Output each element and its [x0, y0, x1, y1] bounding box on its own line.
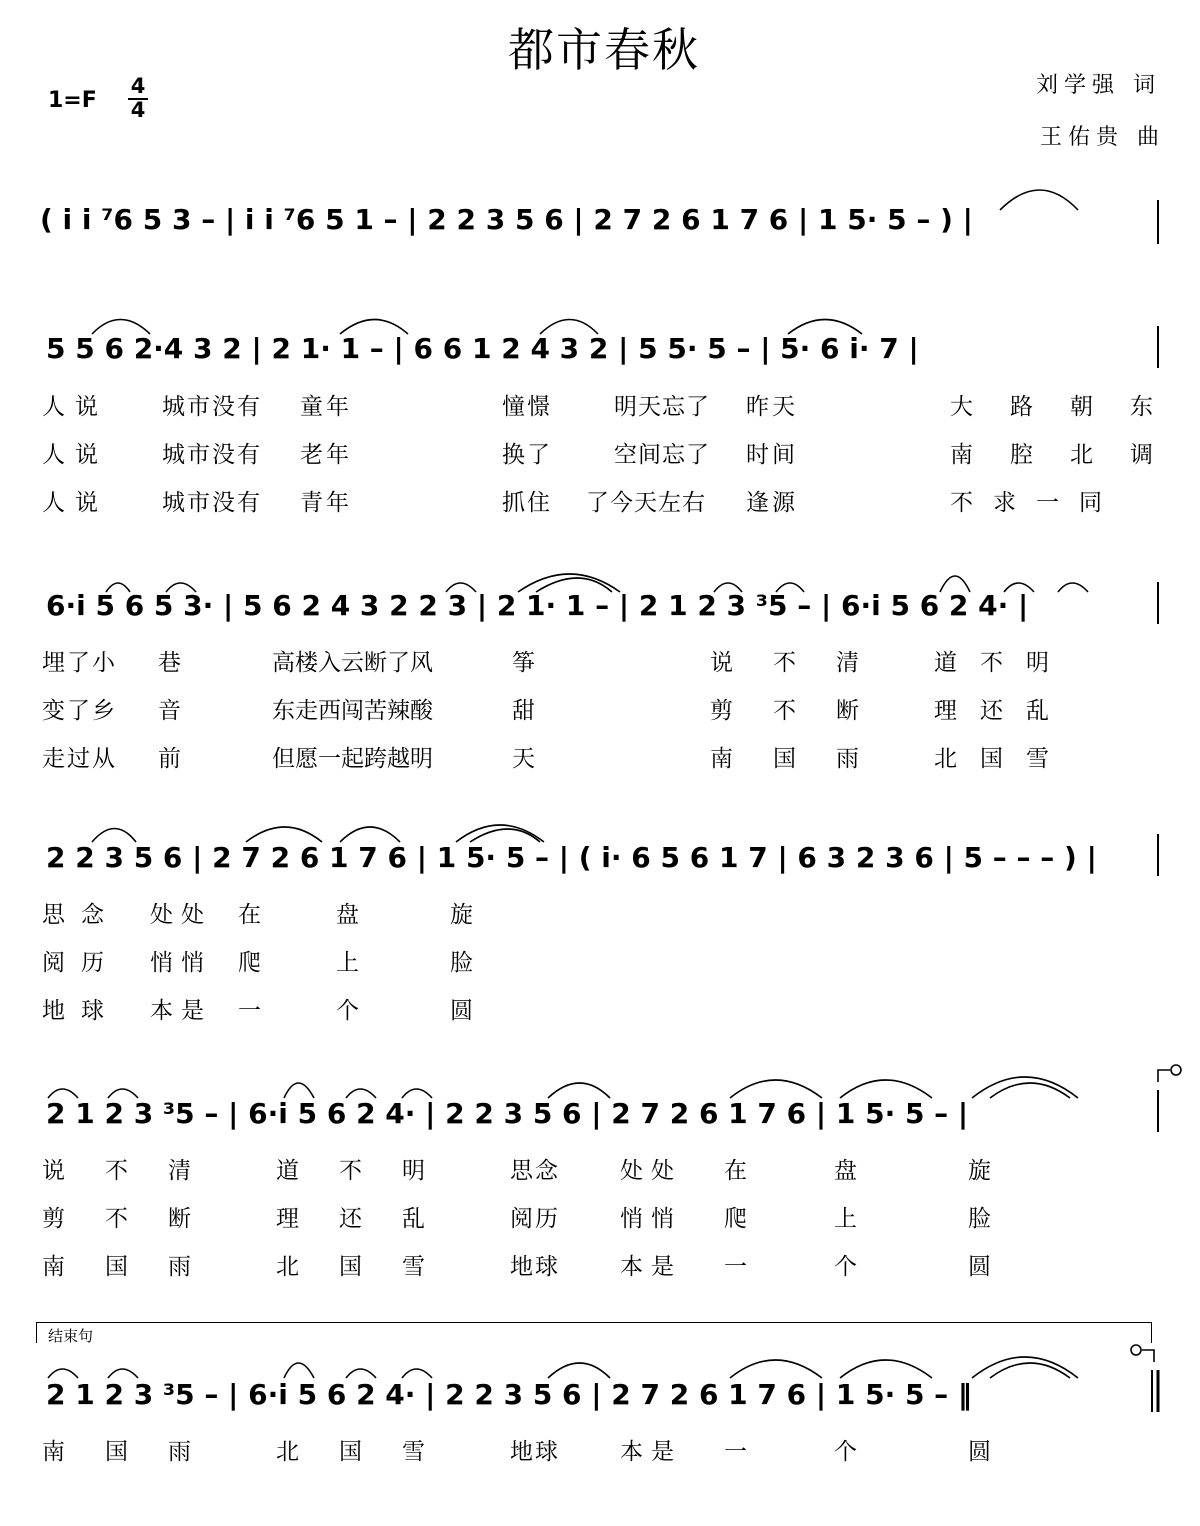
lyric: 道不明	[934, 650, 1072, 676]
lyric: 上	[834, 1206, 857, 1232]
lyric: 东走西闯苦辣酸	[272, 698, 433, 724]
lyric: 南国雨	[42, 1439, 231, 1465]
lyric: 埋了小	[42, 650, 117, 676]
lyric: 阅历	[510, 1206, 560, 1232]
lyric: 个	[336, 998, 359, 1024]
lyric: 变了乡	[42, 698, 117, 724]
lyric: 本是	[620, 1439, 682, 1465]
slur	[284, 1083, 314, 1098]
lyric: 本是	[150, 998, 212, 1024]
lyric: 说不清	[42, 1158, 231, 1184]
lyric: 悄悄	[150, 950, 212, 976]
lyric: 昨天	[746, 394, 798, 420]
notation-line-6: 2 1 2 3 ³5 – | 6·i 5 6 2 4· | 2 2 3 5 6 | 2 7 2 6 1 7 6 | 1 5· 5 – ‖	[46, 1378, 972, 1411]
slur	[402, 1369, 432, 1378]
lyric: 人说	[42, 490, 108, 516]
slur	[972, 1357, 1078, 1378]
coda-circle-icon	[1171, 1065, 1181, 1075]
slur	[972, 1077, 1078, 1098]
lyric: 说不清	[710, 650, 899, 676]
lyric: 阅历	[42, 950, 120, 976]
lyric: 人说	[42, 442, 108, 468]
lyric: 圆	[968, 1254, 991, 1280]
notation-line-5: 2 1 2 3 ³5 – | 6·i 5 6 2 4· | 2 2 3 5 6 | 2 7 2 6 1 7 6 | 1 5· 5 – |	[46, 1097, 969, 1130]
lyric: 天	[512, 746, 535, 772]
ending-bracket	[36, 1322, 1152, 1343]
lyric: 悄悄	[620, 1206, 682, 1232]
lyric: 逢源	[746, 490, 798, 516]
song-title: 都市春秋	[508, 23, 700, 77]
lyric: 本是	[620, 1254, 682, 1280]
lyric: 南国雨	[710, 746, 899, 772]
lyric: 人说	[42, 394, 108, 420]
slur	[548, 1083, 610, 1098]
lyric: 南国雨	[42, 1254, 231, 1280]
lyric: 巷	[158, 650, 181, 676]
lyric: 抓住	[502, 490, 552, 516]
lyric: 理还乱	[934, 698, 1072, 724]
lyric: 个	[834, 1439, 857, 1465]
lyric: 旋	[968, 1158, 991, 1184]
slur	[108, 1369, 138, 1378]
lyric: 明天忘了	[614, 394, 710, 420]
slur	[840, 1360, 932, 1378]
lyric: 时间	[746, 442, 798, 468]
slur	[730, 1360, 822, 1378]
slur	[340, 827, 400, 842]
slur	[730, 1080, 822, 1098]
time-signature-top: 4	[130, 74, 146, 98]
lyric: 音	[158, 698, 181, 724]
lyric: 甜	[512, 698, 535, 724]
jump-mark	[1158, 1070, 1170, 1082]
composer-credit: 王佑贵 曲	[1040, 125, 1165, 150]
slur	[48, 1369, 78, 1378]
lyric: 爬	[724, 1206, 747, 1232]
lyric: 一	[238, 998, 261, 1024]
lyric: 城市没有	[162, 442, 262, 468]
lyric: 圆	[450, 998, 473, 1024]
lyric: 换了	[502, 442, 552, 468]
lyric: 筝	[512, 650, 535, 676]
slur	[246, 827, 322, 842]
lyric: 城市没有	[162, 394, 262, 420]
lyric: 思念	[510, 1158, 560, 1184]
lyric: 憧憬	[502, 394, 552, 420]
lyric: 脸	[450, 950, 473, 976]
lyric: 青年	[300, 490, 352, 516]
lyric: 处处	[620, 1158, 682, 1184]
slur	[1000, 190, 1078, 210]
lyric: 走过从	[42, 746, 117, 772]
lyric: 地球	[510, 1254, 560, 1280]
lyric: 一	[724, 1439, 747, 1465]
lyric: 大路朝东	[950, 394, 1190, 420]
key-signature: 1=F	[48, 88, 97, 113]
lyric: 理还乱	[276, 1206, 465, 1232]
slur	[346, 1369, 376, 1378]
notation-line-2: 5 5 6 2·4 3 2 | 2 1· 1 – | 6 6 1 2 4 3 2 | 5 5· 5 – | 5· 6 i· 7 |	[46, 332, 919, 365]
lyric: 圆	[968, 1439, 991, 1465]
lyric: 北国雪	[934, 746, 1072, 772]
slur	[284, 1363, 314, 1378]
lyric: 不求一同	[950, 490, 1122, 516]
slur	[840, 1080, 932, 1098]
slur	[456, 825, 544, 842]
notation-line-3: 6·i 5 6 5 3· | 5 6 2 4 3 2 2 3 | 2 1· 1 – | 2 1 2 3 ³5 – | 6·i 5 6 2 4· |	[46, 589, 1029, 622]
ending-label: 结束句	[48, 1327, 94, 1345]
lyric: 个	[834, 1254, 857, 1280]
lyric: 思念	[42, 902, 120, 928]
lyric: 空间忘了	[614, 442, 710, 468]
lyric: 盘	[336, 902, 359, 928]
lyricist-credit: 刘学强 词	[1036, 73, 1161, 98]
lyric: 北国雪	[276, 1254, 465, 1280]
lyric: 剪不断	[710, 698, 899, 724]
lyric: 旋	[450, 902, 473, 928]
slur	[548, 1363, 610, 1378]
lyric: 在	[238, 902, 261, 928]
time-signature-bottom: 4	[130, 98, 146, 122]
lyric: 处处	[150, 902, 212, 928]
lyric: 爬	[238, 950, 261, 976]
slur	[92, 829, 136, 843]
lyric: 高楼入云断了风	[272, 650, 433, 676]
lyric: 在	[724, 1158, 747, 1184]
lyric: 童年	[300, 394, 352, 420]
jump-mark	[1142, 1350, 1154, 1362]
slur	[990, 1083, 1070, 1098]
lyric: 北国雪	[276, 1439, 465, 1465]
coda-circle-icon	[1131, 1345, 1141, 1355]
lyric: 剪不断	[42, 1206, 231, 1232]
lyric: 道不明	[276, 1158, 465, 1184]
lyric: 上	[336, 950, 359, 976]
lyric: 前	[158, 746, 181, 772]
lyric: 老年	[300, 442, 352, 468]
lyric: 脸	[968, 1206, 991, 1232]
lyric: 盘	[834, 1158, 857, 1184]
slur	[1058, 583, 1088, 592]
lyric: 但愿一起跨越明	[272, 746, 433, 772]
slur	[990, 1363, 1070, 1378]
lyric: 南腔北调	[950, 442, 1190, 468]
lyric: 城市没有	[162, 490, 262, 516]
lyric: 一	[724, 1254, 747, 1280]
lyric: 地球	[510, 1439, 560, 1465]
lyric: 地球	[42, 998, 120, 1024]
notation-line-1: ( i i ⁷6 5 3 – | i i ⁷6 5 1 – | 2 2 3 5 6 | 2 7 2 6 1 7 6 | 1 5· 5 – ) |	[40, 203, 973, 236]
notation-line-4: 2 2 3 5 6 | 2 7 2 6 1 7 6 | 1 5· 5 – | ( i· 6 5 6 1 7 | 6 3 2 3 6 | 5 – – – ) |	[46, 841, 1097, 874]
lyric: 了今天左右	[586, 490, 706, 516]
